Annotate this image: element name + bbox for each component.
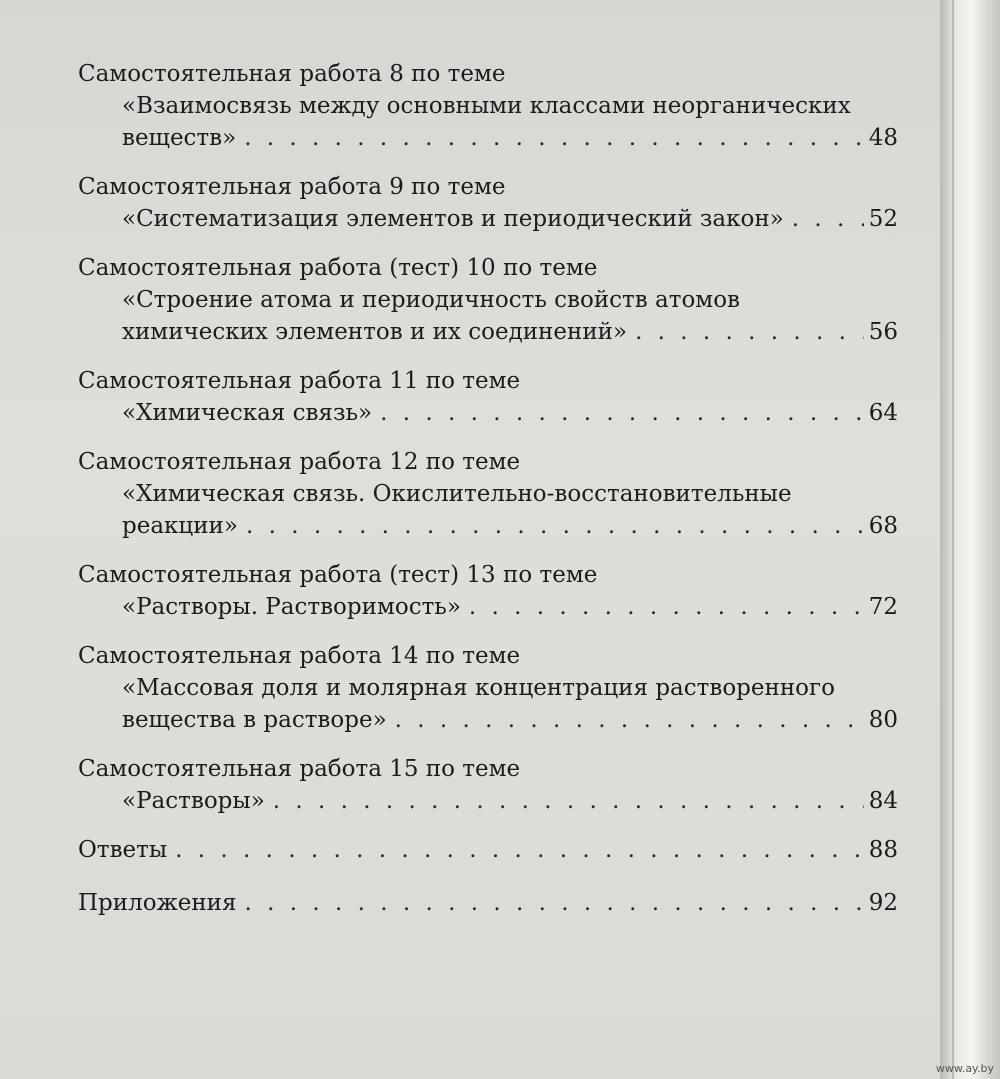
toc-entry — [78, 252, 898, 348]
toc-entry — [78, 640, 898, 736]
dot-leader — [273, 785, 864, 817]
page-number: 92 — [868, 890, 898, 916]
entry-topic-line: «Строение атома и периодичность свойств атомов — [122, 287, 740, 313]
entry-heading: Самостоятельная работа 11 по теме — [78, 368, 521, 394]
entry-topic-text: химических элементов и их соединений» — [122, 319, 628, 345]
entry-topic-last-line — [78, 122, 898, 154]
entry-heading: Самостоятельная работа 9 по теме — [78, 174, 506, 200]
page-number: 88 — [868, 837, 898, 863]
entry-title: Ответы — [78, 837, 168, 863]
page-number: 64 — [868, 400, 898, 426]
entry-topic-text: веществ» — [122, 125, 237, 151]
entry-topic-last-line — [78, 591, 898, 623]
entry-heading: Самостоятельная работа (тест) 13 по теме — [78, 562, 598, 588]
dot-leader — [175, 834, 864, 866]
toc-entry-answers — [78, 834, 898, 866]
dot-leader — [380, 397, 864, 429]
entry-topic-text: «Растворы» — [122, 788, 265, 814]
entry-topic-last-line — [78, 316, 898, 348]
entry-heading: Самостоятельная работа 14 по теме — [78, 643, 521, 669]
entry-heading: Самостоятельная работа 15 по теме — [78, 756, 521, 782]
page-number: 72 — [868, 594, 898, 620]
entry-topic-last-line — [78, 203, 898, 235]
entry-topic-line: «Взаимосвязь между основными классами неорганических — [122, 93, 851, 119]
entry-heading: Самостоятельная работа (тест) 10 по теме — [78, 255, 598, 281]
entry-topic-last-line — [78, 510, 898, 542]
page-number: 68 — [868, 513, 898, 539]
entry-topic-text: вещества в растворе» — [122, 707, 387, 733]
page-fold — [940, 0, 1000, 1079]
toc-entry — [78, 559, 898, 623]
entry-topic-last-line — [78, 704, 898, 736]
page-number: 84 — [868, 788, 898, 814]
entry-title: Приложения — [78, 890, 237, 916]
entry-topic-text: «Растворы. Растворимость» — [122, 594, 461, 620]
toc-entry — [78, 171, 898, 235]
watermark: www.ay.by — [935, 1062, 994, 1075]
toc-entry — [78, 365, 898, 429]
toc-entry — [78, 753, 898, 817]
entry-topic-last-line — [78, 785, 898, 817]
dot-leader — [244, 122, 864, 154]
entry-heading: Самостоятельная работа 12 по теме — [78, 449, 521, 475]
page-number: 48 — [868, 125, 898, 151]
dot-leader — [395, 704, 864, 736]
entry-topic-text: «Химическая связь» — [122, 400, 373, 426]
dot-leader — [245, 887, 864, 919]
page-number: 56 — [868, 319, 898, 345]
dot-leader — [469, 591, 864, 623]
entry-topic-line: «Химическая связь. Окислительно-восстановительные — [122, 481, 792, 507]
entry-topic-last-line — [78, 397, 898, 429]
page-number: 52 — [868, 206, 898, 232]
dot-leader — [792, 203, 864, 235]
entry-topic-text: реакции» — [122, 513, 238, 539]
toc-entry — [78, 58, 898, 154]
page-number: 80 — [868, 707, 898, 733]
table-of-contents — [78, 58, 898, 940]
dot-leader — [246, 510, 864, 542]
dot-leader — [635, 316, 864, 348]
toc-entry-appendices — [78, 887, 898, 919]
entry-heading: Самостоятельная работа 8 по теме — [78, 61, 506, 87]
entry-topic-line: «Массовая доля и молярная концентрация растворенного — [122, 675, 835, 701]
entry-topic-text: «Систематизация элементов и периодический закон» — [122, 206, 784, 232]
toc-entry — [78, 446, 898, 542]
